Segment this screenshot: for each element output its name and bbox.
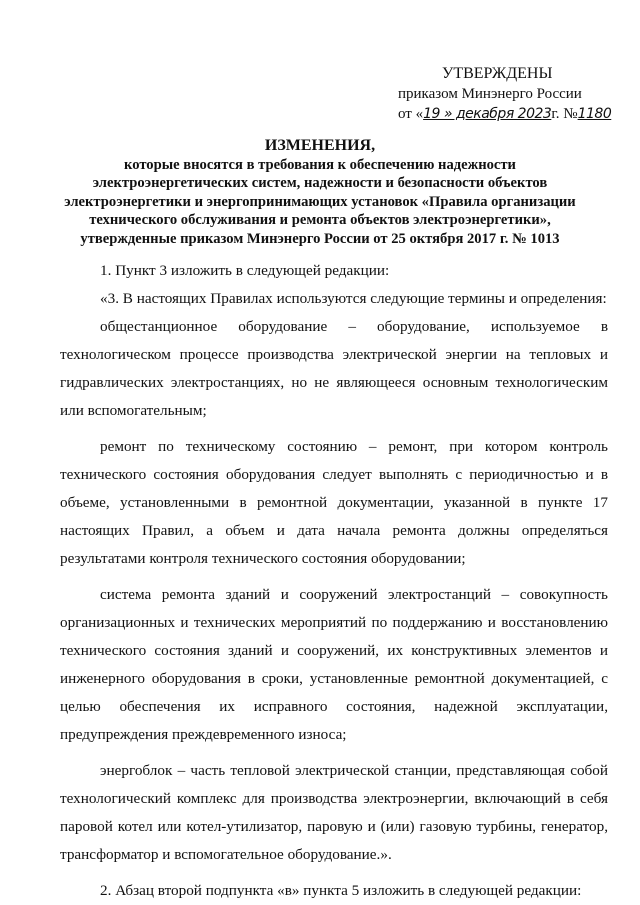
- handwritten-date: 19 » декабря 2023: [423, 106, 552, 122]
- paragraph-definition-repair: ремонт по техническому состоянию – ремонт, при котором контроль технического состояния оборудования следует выполнять с периодичностью и в объеме, установленными в ремонтной документации, указанной в пункте 17 настоящих Правил, а объем и дата начала ремонта должны определяться результатами контроля технического состояния оборудовании;: [60, 438, 608, 567]
- approval-line: приказом Минэнерго России: [398, 86, 582, 102]
- approval-date-line: [398, 104, 628, 124]
- approval-heading: УТВЕРЖДЕНЫ: [442, 65, 553, 82]
- paragraph-item-1: 1. Пункт 3 изложить в следующей редакции:: [100, 262, 390, 279]
- paragraph-item-3-intro: «3. В настоящих Правилах используются следующие термины и определения:: [100, 290, 607, 307]
- document-body: [60, 257, 608, 905]
- date-suffix: г. №: [551, 106, 578, 122]
- date-prefix: от «: [398, 106, 424, 122]
- paragraph-item-2: 2. Абзац второй подпункта «в» пункта 5 изложить в следующей редакции:: [100, 882, 582, 899]
- title-subtitle: которые вносятся в требования к обеспечению надежности электроэнергетических систем, надежности и безопасности объектов электроэнергетики и энергопринимающих установок «Правила организации технического обслуживания и ремонта объектов электроэнергетики», утвержденные приказом Минэнерго России от 25 октября 2017 г. № 1013: [64, 156, 576, 247]
- document-title: [60, 137, 580, 248]
- paragraph-definition-equipment: общестанционное оборудование – оборудование, используемое в технологическом процессе производства электрической энергии на тепловых и гидравлических электростанциях, но не являющееся основным технологическим или вспомогательным;: [60, 318, 608, 419]
- paragraph-definition-system: система ремонта зданий и сооружений электростанций – совокупность организационных и технических мероприятий по поддержанию и восстановлению технического состояния зданий и сооружений, их конструктивных элементов и инженерного оборудования в сроки, установленные ремонтной документацией, с целью обеспечения их исправного состояния, надежной эксплуатации, предупреждения преждевременного износа;: [60, 586, 608, 743]
- title-main: ИЗМЕНЕНИЯ,: [264, 137, 376, 154]
- handwritten-number: 1180: [577, 106, 612, 122]
- paragraph-definition-powerunit: энергоблок – часть тепловой электрической станции, представляющая собой технологический комплекс для производства электроэнергии, включающий в себя паровой котел или котел-утилизатор, паровую и (или) газовую турбины, генератор, трансформатор и вспомогательное оборудование.».: [60, 762, 608, 863]
- approval-stamp: [398, 64, 628, 124]
